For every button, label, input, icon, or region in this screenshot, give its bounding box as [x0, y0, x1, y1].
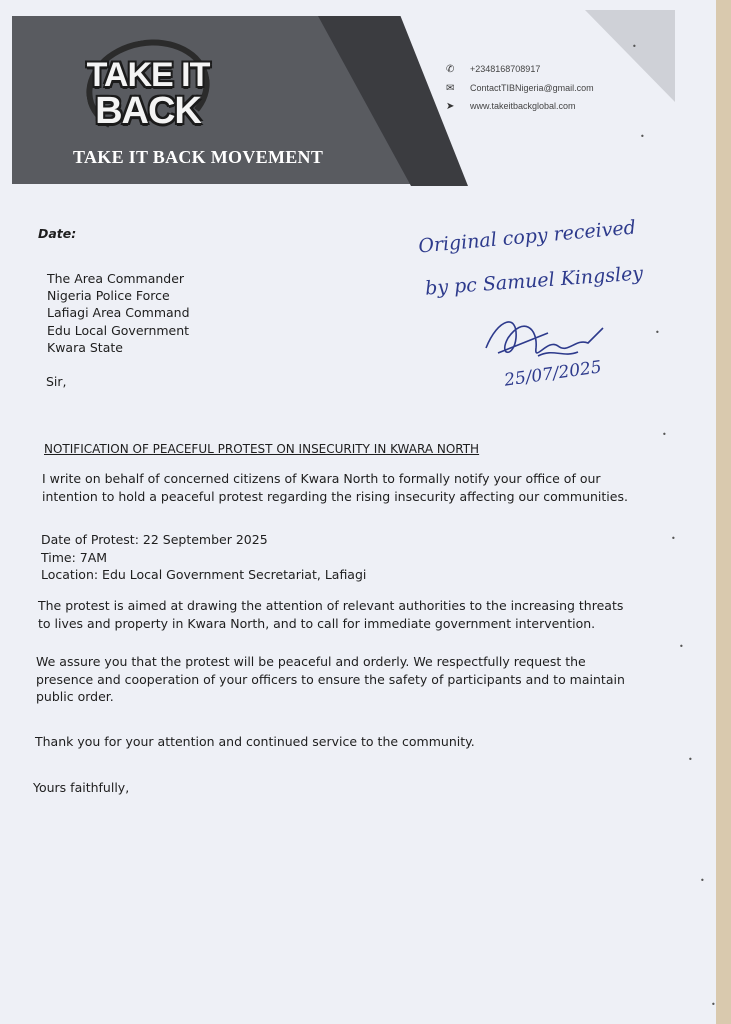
scan-mark — [640, 132, 644, 136]
aim-paragraph — [38, 597, 623, 632]
handwritten-officer-name: by pc Samuel Kingsley — [424, 262, 644, 300]
scan-mark — [632, 42, 636, 46]
recipient-line: The Area Commander — [47, 271, 185, 286]
intro-paragraph — [42, 470, 628, 505]
paragraph-line: public order. — [36, 689, 114, 704]
paragraph-line: presence and cooperation of your officers to ensure the safety of participants and to maintain — [36, 671, 625, 687]
website-text: www.takeitbackglobal.com — [470, 101, 576, 111]
scan-mark — [688, 755, 692, 759]
closing-line: Yours faithfully, — [33, 780, 130, 795]
salutation: Sir, — [46, 374, 67, 389]
protest-details — [41, 531, 366, 584]
recipient-line: Lafiagi Area Command — [47, 305, 190, 321]
scan-mark — [700, 876, 704, 880]
take-it-back-logo — [78, 40, 218, 144]
scan-mark — [671, 534, 675, 538]
contact-website — [446, 101, 576, 112]
paragraph-line: intention to hold a peaceful protest regarding the rising insecurity affecting our communities. — [42, 488, 628, 504]
date-label: Date: — [38, 226, 77, 241]
paragraph-line: The protest is aimed at drawing the attention of relevant authorities to the increasing threats — [38, 598, 624, 613]
recipient-line: Edu Local Government — [47, 322, 190, 338]
recipient-line: Kwara State — [47, 339, 123, 355]
scan-mark — [662, 430, 666, 434]
logo-text-line1: TAKE IT — [86, 56, 210, 94]
contact-email — [446, 83, 594, 94]
protest-time: Time: 7AM — [41, 549, 108, 565]
paragraph-line: I write on behalf of concerned citizens of Kwara North to formally notify your office of our — [42, 471, 601, 486]
handwritten-date: 25/07/2025 — [503, 357, 603, 391]
movement-title: TAKE IT BACK MOVEMENT — [73, 147, 324, 167]
cursor-icon: ➤ — [446, 101, 455, 112]
paragraph-line: We assure you that the protest will be peaceful and orderly. We respectfully request the — [36, 654, 586, 669]
protest-location: Location: Edu Local Government Secretariat, Lafiagi — [41, 567, 367, 582]
thanks-line: Thank you for your attention and continued service to the community. — [35, 734, 475, 749]
mail-icon: ✉ — [446, 83, 455, 94]
email-text: ContactTIBNigeria@gmail.com — [470, 83, 594, 93]
subject-line: NOTIFICATION OF PEACEFUL PROTEST ON INSECURITY IN KWARA NORTH — [44, 442, 480, 456]
scan-mark — [711, 1000, 715, 1004]
phone-text: +2348168708917 — [470, 64, 541, 74]
protest-date: Date of Protest: 22 September 2025 — [41, 532, 268, 547]
recipient-line: Nigeria Police Force — [47, 288, 170, 304]
paragraph-line: to lives and property in Kwara North, and to call for immediate government intervention. — [38, 615, 596, 631]
scan-mark — [679, 642, 683, 646]
logo-text-line2: BACK — [95, 90, 201, 132]
handwritten-received-note: Original copy received — [417, 216, 637, 258]
assurance-paragraph — [36, 653, 625, 706]
scan-mark — [655, 328, 659, 332]
phone-icon: ✆ — [446, 64, 455, 75]
contact-phone — [446, 64, 540, 75]
recipient-block — [47, 270, 190, 356]
